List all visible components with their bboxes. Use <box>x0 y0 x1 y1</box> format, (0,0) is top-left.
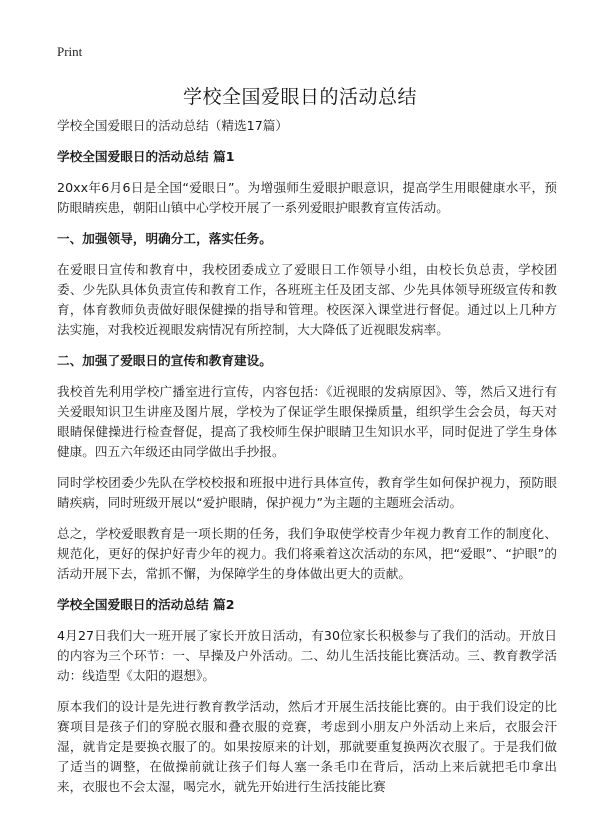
article1-heading: 学校全国爱眼日的活动总结 篇1 <box>57 149 235 164</box>
article2-heading: 学校全国爱眼日的活动总结 篇2 <box>57 597 235 612</box>
document-subtitle: 学校全国爱眼日的活动总结（精选17篇） <box>57 118 289 133</box>
section1-heading: 一、加强领导，明确分工，落实任务。 <box>57 231 272 246</box>
section2-paragraph-2: 同时学校团委少先队在学校校报和班报中进行具体宣传，教育学生如何保护视力，预防眼睛疾病，同时班级开展以“爱护眼睛，保护视力”为主题的主题班会活动。 <box>57 475 557 510</box>
section2-paragraph-1: 我校首先利用学校广播室进行宣传，内容包括：《近视眼的发病原因》、等，然后又进行有关爱眼知识卫生讲座及图片展，学校为了保证学生眼保操质量，组织学生会会员，每天对眼睛保健操进行检查督促，提高了我校师生保护眼睛卫生知识水平，同时促进了学生身体健康。四五六年级还由同学做出手抄报。 <box>57 384 557 459</box>
section2-heading: 二、加强了爱眼日的宣传和教育建设。 <box>57 353 272 368</box>
article2-paragraph-1: 4月27日我们大一班开展了家长开放日活动，有30位家长积极参与了我们的活动。开放日的内容为三个环节：一、早操及户外活动。二、幼儿生活技能比赛活动。三、教育教学活动：线造型《太阳的遐想》。 <box>57 628 557 683</box>
section1-paragraph: 在爱眼日宣传和教育中，我校团委成立了爱眼日工作领导小组，由校长负总责，学校团委、少先队具体负责宣传和教育工作，各班班主任及团支部、少先具体领导班级宣传和教育，体育教师负责做好眼保健操的指导和管理。校医深入课堂进行督促。通过以上几种方法实施，对我校近视眼发病情况有所控制，大大降低了近视眼发病率。 <box>57 262 557 337</box>
print-link[interactable]: Print <box>57 44 83 59</box>
article1-intro: 20xx年6月6日是全国“爱眼日”。为增强师生爱眼护眼意识，提高学生用眼健康水平，预防眼睛疾患，朝阳山镇中心学校开展了一系列爱眼护眼教育宣传活动。 <box>57 180 557 215</box>
section2-paragraph-3: 总之，学校爱眼教育是一项长期的任务，我们争取使学校青少年视力教育工作的制度化、规范化，更好的保护好青少年的视力。我们将乘着这次活动的东风，把“爱眼”、“护眼”的活动开展下去，常抓不懈，为保障学生的身体做出更大的贡献。 <box>57 526 557 581</box>
article2-paragraph-2: 原本我们的设计是先进行教育教学活动，然后才开展生活技能比赛的。由于我们设定的比赛项目是孩子们的穿脱衣服和叠衣服的竞赛，考虑到小朋友户外活动上来后，衣服会汗湿，就肯定是要换衣服了的。如果按原来的计划，那就要重复换两次衣服了。于是我们做了适当的调整，在做操前就让孩子们每人塞一条毛巾在背后，活动上来后就把毛巾拿出来，衣服也不会太湿，喝完水，就先开始进行生活技能比赛 <box>57 699 557 794</box>
page-title: 学校全国爱眼日的活动总结 <box>182 86 417 108</box>
article-body <box>57 116 557 808</box>
